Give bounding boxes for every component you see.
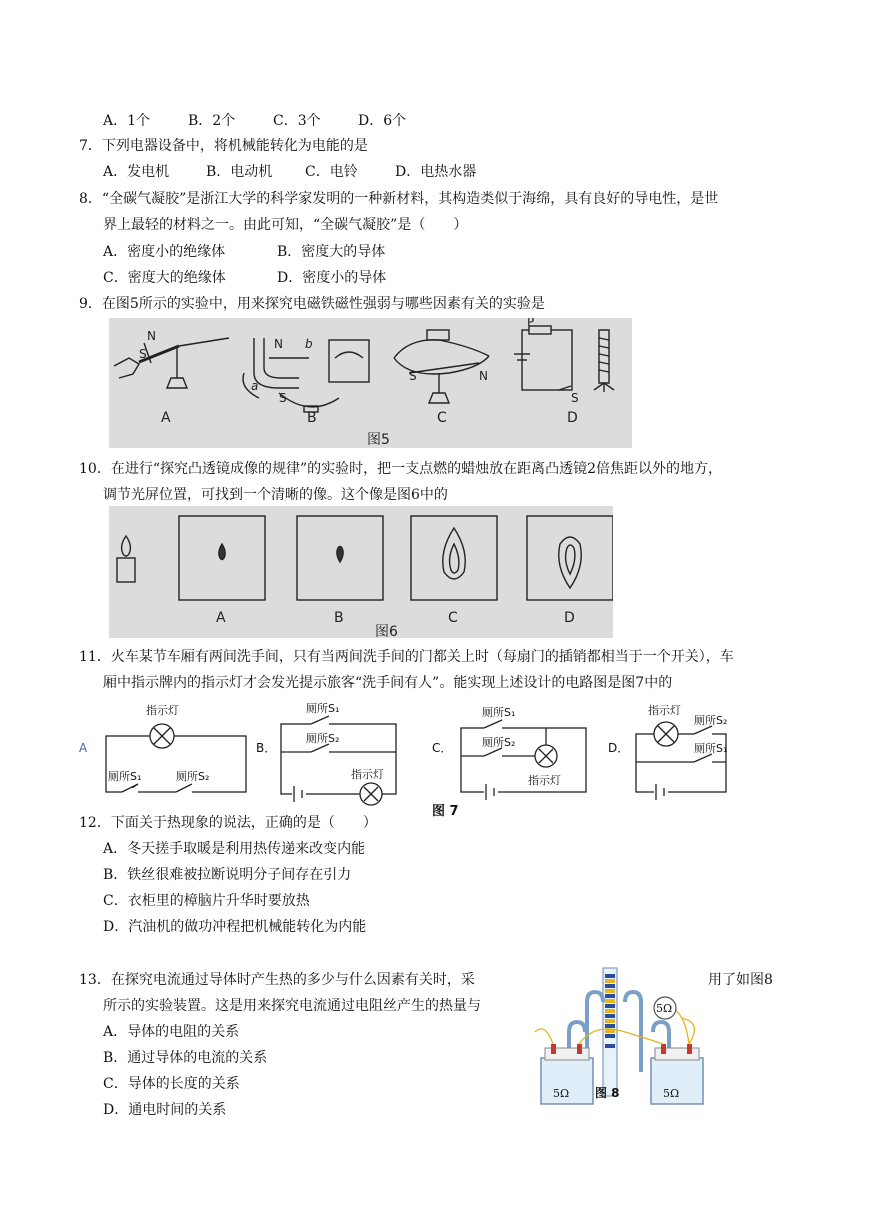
q12-option-a: A．冬天搓手取暖是利用热传递来改变内能: [103, 841, 366, 857]
q13-stem-line2: 所示的实验装置。这是用来探究电流通过电阻丝产生的热量与: [103, 998, 481, 1014]
figure-8-resistor-left: 5Ω: [553, 1087, 570, 1100]
q8-option-a: A．密度小的绝缘体: [103, 244, 226, 260]
q7-option-c: C．电铃: [305, 164, 358, 180]
figure-5-label-b: B: [307, 410, 317, 426]
q11-stem-line2: 厢中指示牌内的指示灯才会发光提示旅客“洗手间有人”。能实现上述设计的电路图是图7中的: [103, 675, 673, 691]
q12-option-c: C．衣柜里的樟脑片升华时要放热: [103, 893, 310, 909]
figure-5: [109, 318, 632, 448]
figure-8-resistor-top: 5Ω: [656, 1002, 673, 1015]
q6-option-c: C．3个: [273, 113, 321, 129]
q13-stem-line1b: 用了如图8: [708, 972, 773, 988]
q12-option-b: B．铁丝很难被拉断说明分子间存在引力: [103, 867, 352, 883]
figure-8-resistor-right: 5Ω: [663, 1087, 680, 1100]
figure-5-drawing: [109, 318, 632, 448]
figure-5-c-mark-n: N: [479, 369, 488, 383]
q8-stem-line1: 8．“全碳气凝胶”是浙江大学的科学家发明的一种新材料，其构造类似于海绵，具有良好的导电性，是世: [79, 191, 719, 207]
figure-6-label-c: C: [448, 610, 458, 626]
figure-7-label-c: C．: [432, 741, 453, 755]
figure-7-label-d: D．: [608, 741, 630, 755]
figure-5-b-mark-s: S: [279, 391, 287, 405]
figure-7-d-lamp: 指示灯: [648, 704, 681, 717]
q7-stem: 7．下列电器设备中，将机械能转化为电能的是: [79, 138, 368, 154]
figure-7-a-s1: 厕所S₁: [108, 770, 142, 783]
figure-7-b-s1: 厕所S₁: [306, 702, 340, 715]
figure-7-label-a: A: [79, 741, 88, 755]
figure-7-caption: 图 7: [432, 804, 459, 819]
q6-option-a: A．1个: [103, 113, 151, 129]
q10-stem-line1: 10．在进行“探究凸透镜成像的规律”的实验时，把一支点燃的蜡烛放在距离凸透镜2倍焦距以外的地方，: [79, 461, 723, 477]
figure-5-mark-a: a: [251, 379, 259, 393]
figure-8: [525, 962, 710, 1110]
figure-6-caption: 图6: [375, 624, 398, 638]
figure-7-c-s1: 厕所S₁: [482, 706, 516, 719]
q6-option-d: D．6个: [358, 113, 407, 129]
q11-stem-line1: 11．火车某节车厢有两间洗手间，只有当两间洗手间的门都关上时（每扇门的插销都相当于一个开关），车: [79, 649, 734, 665]
figure-6-label-b: B: [334, 610, 344, 626]
q13-option-a: A．导体的电阻的关系: [103, 1024, 240, 1040]
figure-5-mark-p: P: [527, 318, 535, 329]
figure-7: [76, 698, 736, 818]
figure-6-drawing: [109, 506, 613, 638]
q8-option-b: B．密度大的导体: [277, 244, 386, 260]
figure-7-c-s2: 厕所S₂: [482, 736, 516, 749]
q7-option-d: D．电热水器: [395, 164, 477, 180]
figure-5-mark-b: b: [305, 337, 313, 351]
figure-5-b-mark-n: N: [274, 337, 283, 351]
figure-7-d-s2: 厕所S₂: [694, 714, 728, 727]
q7-option-b: B．电动机: [206, 164, 273, 180]
q13-option-b: B．通过导体的电流的关系: [103, 1050, 268, 1066]
figure-7-label-b: B．: [256, 741, 277, 755]
figure-5-caption: 图5: [367, 432, 390, 448]
q8-option-c: C．密度大的绝缘体: [103, 270, 226, 286]
figure-5-mark-n: N: [147, 329, 156, 343]
q13-option-d: D．通电时间的关系: [103, 1102, 227, 1118]
figure-7-b-s2: 厕所S₂: [306, 732, 340, 745]
figure-8-caption: 图 8: [595, 1086, 620, 1100]
q13-stem-line1a: 13．在探究电流通过导体时产生热的多少与什么因素有关时，采: [79, 972, 475, 988]
figure-7-a-s2: 厕所S₂: [176, 770, 210, 783]
figure-5-label-c: C: [437, 410, 447, 426]
figure-7-d-s1: 厕所S₁: [694, 742, 728, 755]
q13-option-c: C．导体的长度的关系: [103, 1076, 240, 1092]
figure-5-label-d: D: [567, 410, 578, 426]
figure-7-b-lamp: 指示灯: [351, 768, 384, 781]
q9-stem: 9．在图5所示的实验中，用来探究电磁铁磁性强弱与哪些因素有关的实验是: [79, 296, 545, 312]
q12-stem: 12．下面关于热现象的说法，正确的是（ ）: [79, 815, 377, 831]
q12-option-d: D．汽油机的做功冲程把机械能转化为内能: [103, 919, 367, 935]
q7-option-a: A．发电机: [103, 164, 170, 180]
q6-option-b: B．2个: [188, 113, 236, 129]
figure-6-label-d: D: [564, 610, 575, 626]
q10-stem-line2: 调节光屏位置，可找到一个清晰的像。这个像是图6中的: [103, 487, 448, 503]
figure-6: [109, 506, 613, 638]
figure-6-label-a: A: [216, 610, 226, 626]
figure-5-c-mark-s: S: [409, 369, 417, 383]
figure-7-c-lamp: 指示灯: [528, 774, 561, 787]
q8-option-d: D．密度小的导体: [277, 270, 387, 286]
figure-5-d-mark-s: S: [571, 391, 579, 405]
q8-stem-line2: 界上最轻的材料之一。由此可知，“全碳气凝胶”是（ ）: [103, 217, 468, 233]
figure-7-a-lamp: 指示灯: [146, 704, 179, 717]
figure-5-mark-s: S: [139, 347, 147, 361]
figure-5-label-a: A: [161, 410, 171, 426]
